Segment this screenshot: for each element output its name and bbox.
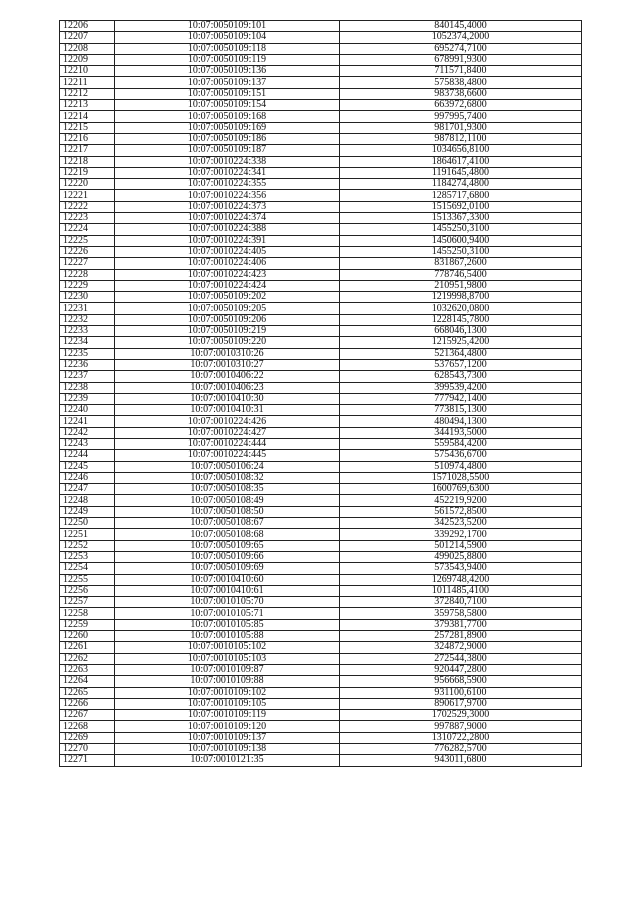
cadastral-value-cell: 257281,8900 bbox=[340, 631, 582, 642]
cadastral-value-cell: 981701,9300 bbox=[340, 122, 582, 133]
row-number-cell: 12263 bbox=[60, 664, 115, 675]
cadastral-number-cell: 10:07:0050109:104 bbox=[115, 32, 340, 43]
table-row bbox=[60, 179, 582, 190]
row-number-cell: 12227 bbox=[60, 258, 115, 269]
row-number-cell: 12244 bbox=[60, 450, 115, 461]
cadastral-number-cell: 10:07:0010109:88 bbox=[115, 676, 340, 687]
row-number-cell: 12245 bbox=[60, 461, 115, 472]
table-row bbox=[60, 246, 582, 257]
row-number-cell: 12241 bbox=[60, 416, 115, 427]
cadastral-value-cell: 559584,4200 bbox=[340, 438, 582, 449]
row-number-cell: 12220 bbox=[60, 179, 115, 190]
row-number-cell: 12270 bbox=[60, 744, 115, 755]
table-row bbox=[60, 597, 582, 608]
cadastral-number-cell: 10:07:0050106:24 bbox=[115, 461, 340, 472]
cadastral-number-cell: 10:07:0050109:119 bbox=[115, 54, 340, 65]
row-number-cell: 12206 bbox=[60, 21, 115, 32]
cadastral-number-cell: 10:07:0050109:219 bbox=[115, 326, 340, 337]
row-number-cell: 12213 bbox=[60, 100, 115, 111]
row-number-cell: 12253 bbox=[60, 551, 115, 562]
row-number-cell: 12247 bbox=[60, 484, 115, 495]
cadastral-number-cell: 10:07:0050109:154 bbox=[115, 100, 340, 111]
cadastral-number-cell: 10:07:0050109:137 bbox=[115, 77, 340, 88]
cadastral-number-cell: 10:07:0010109:87 bbox=[115, 664, 340, 675]
cadastral-value-cell: 1219998,8700 bbox=[340, 292, 582, 303]
cadastral-value-cell: 537657,1200 bbox=[340, 359, 582, 370]
cadastral-number-cell: 10:07:0050109:65 bbox=[115, 540, 340, 551]
cadastral-number-cell: 10:07:0010410:60 bbox=[115, 574, 340, 585]
cadastral-value-cell: 1600769,6300 bbox=[340, 484, 582, 495]
row-number-cell: 12226 bbox=[60, 246, 115, 257]
row-number-cell: 12265 bbox=[60, 687, 115, 698]
cadastral-value-cell: 561572,8500 bbox=[340, 506, 582, 517]
cadastral-value-cell: 1011485,4100 bbox=[340, 585, 582, 596]
row-number-cell: 12221 bbox=[60, 190, 115, 201]
cadastral-value-cell: 1228145,7800 bbox=[340, 314, 582, 325]
cadastral-value-cell: 339292,1700 bbox=[340, 529, 582, 540]
cadastral-value-cell: 1455250,3100 bbox=[340, 224, 582, 235]
row-number-cell: 12268 bbox=[60, 721, 115, 732]
row-number-cell: 12249 bbox=[60, 506, 115, 517]
row-number-cell: 12250 bbox=[60, 518, 115, 529]
cadastral-value-cell: 1032620,0800 bbox=[340, 303, 582, 314]
table-row bbox=[60, 631, 582, 642]
cadastral-value-cell: 776282,5700 bbox=[340, 744, 582, 755]
row-number-cell: 12215 bbox=[60, 122, 115, 133]
table-row bbox=[60, 111, 582, 122]
row-number-cell: 12239 bbox=[60, 393, 115, 404]
cadastral-number-cell: 10:07:0010105:85 bbox=[115, 619, 340, 630]
row-number-cell: 12264 bbox=[60, 676, 115, 687]
table-row bbox=[60, 122, 582, 133]
row-number-cell: 12230 bbox=[60, 292, 115, 303]
row-number-cell: 12269 bbox=[60, 732, 115, 743]
cadastral-value-cell: 1034656,8100 bbox=[340, 145, 582, 156]
table-row bbox=[60, 721, 582, 732]
row-number-cell: 12231 bbox=[60, 303, 115, 314]
cadastral-number-cell: 10:07:0010105:70 bbox=[115, 597, 340, 608]
cadastral-value-cell: 777942,1400 bbox=[340, 393, 582, 404]
cadastral-number-cell: 10:07:0050109:168 bbox=[115, 111, 340, 122]
cadastral-number-cell: 10:07:0010109:138 bbox=[115, 744, 340, 755]
cadastral-value-cell: 499025,8800 bbox=[340, 551, 582, 562]
cadastral-number-cell: 10:07:0050109:202 bbox=[115, 292, 340, 303]
cadastral-number-cell: 10:07:0010224:391 bbox=[115, 235, 340, 246]
row-number-cell: 12225 bbox=[60, 235, 115, 246]
table-row bbox=[60, 213, 582, 224]
cadastral-number-cell: 10:07:0050109:220 bbox=[115, 337, 340, 348]
cadastral-number-cell: 10:07:0010310:27 bbox=[115, 359, 340, 370]
table-row bbox=[60, 710, 582, 721]
row-number-cell: 12232 bbox=[60, 314, 115, 325]
row-number-cell: 12229 bbox=[60, 280, 115, 291]
cadastral-number-cell: 10:07:0050109:187 bbox=[115, 145, 340, 156]
table-row bbox=[60, 405, 582, 416]
cadastral-value-cell: 1184274,4800 bbox=[340, 179, 582, 190]
cadastral-number-cell: 10:07:0010224:341 bbox=[115, 167, 340, 178]
cadastral-number-cell: 10:07:0050108:49 bbox=[115, 495, 340, 506]
table-row bbox=[60, 653, 582, 664]
cadastral-value-cell: 359758,5800 bbox=[340, 608, 582, 619]
cadastral-value-cell: 379381,7700 bbox=[340, 619, 582, 630]
cadastral-number-cell: 10:07:0050109:169 bbox=[115, 122, 340, 133]
row-number-cell: 12214 bbox=[60, 111, 115, 122]
table-row bbox=[60, 416, 582, 427]
table-row bbox=[60, 574, 582, 585]
cadastral-value-cell: 628543,7300 bbox=[340, 371, 582, 382]
table-row bbox=[60, 258, 582, 269]
table-row bbox=[60, 506, 582, 517]
cadastral-value-cell: 1515692,0100 bbox=[340, 201, 582, 212]
row-number-cell: 12224 bbox=[60, 224, 115, 235]
cadastral-number-cell: 10:07:0010406:23 bbox=[115, 382, 340, 393]
table-row bbox=[60, 314, 582, 325]
table-row bbox=[60, 540, 582, 551]
cadastral-value-cell: 943011,6800 bbox=[340, 755, 582, 766]
row-number-cell: 12242 bbox=[60, 427, 115, 438]
cadastral-number-cell: 10:07:0010224:445 bbox=[115, 450, 340, 461]
row-number-cell: 12262 bbox=[60, 653, 115, 664]
table-row bbox=[60, 393, 582, 404]
cadastral-value-cell: 372840,7100 bbox=[340, 597, 582, 608]
row-number-cell: 12267 bbox=[60, 710, 115, 721]
cadastral-value-cell: 480494,1300 bbox=[340, 416, 582, 427]
cadastral-value-cell: 210951,9800 bbox=[340, 280, 582, 291]
row-number-cell: 12238 bbox=[60, 382, 115, 393]
table-row bbox=[60, 744, 582, 755]
cadastral-value-cell: 668046,1300 bbox=[340, 326, 582, 337]
cadastral-number-cell: 10:07:0010310:26 bbox=[115, 348, 340, 359]
cadastral-value-cell: 344193,5000 bbox=[340, 427, 582, 438]
cadastral-number-cell: 10:07:0050109:206 bbox=[115, 314, 340, 325]
table-row bbox=[60, 619, 582, 630]
row-number-cell: 12223 bbox=[60, 213, 115, 224]
cadastral-number-cell: 10:07:0050108:35 bbox=[115, 484, 340, 495]
table-row bbox=[60, 337, 582, 348]
table-row bbox=[60, 518, 582, 529]
table-row bbox=[60, 529, 582, 540]
cadastral-number-cell: 10:07:0050109:186 bbox=[115, 133, 340, 144]
row-number-cell: 12208 bbox=[60, 43, 115, 54]
cadastral-value-cell: 831867,2600 bbox=[340, 258, 582, 269]
row-number-cell: 12222 bbox=[60, 201, 115, 212]
row-number-cell: 12210 bbox=[60, 66, 115, 77]
cadastral-value-cell: 575838,4800 bbox=[340, 77, 582, 88]
table-row bbox=[60, 348, 582, 359]
cadastral-number-cell: 10:07:0050109:118 bbox=[115, 43, 340, 54]
row-number-cell: 12254 bbox=[60, 563, 115, 574]
table-row bbox=[60, 608, 582, 619]
table-row bbox=[60, 54, 582, 65]
cadastral-value-cell: 997887,9000 bbox=[340, 721, 582, 732]
table-row bbox=[60, 472, 582, 483]
cadastral-value-cell: 573543,9400 bbox=[340, 563, 582, 574]
table-row bbox=[60, 21, 582, 32]
row-number-cell: 12209 bbox=[60, 54, 115, 65]
row-number-cell: 12235 bbox=[60, 348, 115, 359]
cadastral-number-cell: 10:07:0010224:444 bbox=[115, 438, 340, 449]
table-row bbox=[60, 461, 582, 472]
cadastral-number-cell: 10:07:0010109:105 bbox=[115, 698, 340, 709]
cadastral-value-cell: 1269748,4200 bbox=[340, 574, 582, 585]
table-row bbox=[60, 687, 582, 698]
cadastral-number-cell: 10:07:0010105:88 bbox=[115, 631, 340, 642]
table-row bbox=[60, 382, 582, 393]
cadastral-value-cell: 342523,5200 bbox=[340, 518, 582, 529]
table-row bbox=[60, 732, 582, 743]
table-row bbox=[60, 133, 582, 144]
cadastral-value-cell: 1455250,3100 bbox=[340, 246, 582, 257]
cadastral-value-cell: 1285717,6800 bbox=[340, 190, 582, 201]
cadastral-value-table bbox=[59, 20, 582, 767]
cadastral-value-cell: 920447,2800 bbox=[340, 664, 582, 675]
table-row bbox=[60, 698, 582, 709]
cadastral-number-cell: 10:07:0050109:151 bbox=[115, 88, 340, 99]
table-row bbox=[60, 303, 582, 314]
table-row bbox=[60, 755, 582, 766]
cadastral-value-cell: 399539,4200 bbox=[340, 382, 582, 393]
table-row bbox=[60, 145, 582, 156]
row-number-cell: 12257 bbox=[60, 597, 115, 608]
row-number-cell: 12217 bbox=[60, 145, 115, 156]
table-row bbox=[60, 585, 582, 596]
cadastral-value-cell: 1513367,3300 bbox=[340, 213, 582, 224]
cadastral-value-cell: 1571028,5500 bbox=[340, 472, 582, 483]
row-number-cell: 12251 bbox=[60, 529, 115, 540]
cadastral-number-cell: 10:07:0010109:119 bbox=[115, 710, 340, 721]
table-row bbox=[60, 235, 582, 246]
table-row bbox=[60, 269, 582, 280]
cadastral-value-cell: 521364,4800 bbox=[340, 348, 582, 359]
table-row bbox=[60, 77, 582, 88]
table-row bbox=[60, 201, 582, 212]
table-row bbox=[60, 495, 582, 506]
row-number-cell: 12252 bbox=[60, 540, 115, 551]
row-number-cell: 12212 bbox=[60, 88, 115, 99]
row-number-cell: 12216 bbox=[60, 133, 115, 144]
cadastral-value-cell: 931100,6100 bbox=[340, 687, 582, 698]
cadastral-value-cell: 997995,7400 bbox=[340, 111, 582, 122]
row-number-cell: 12259 bbox=[60, 619, 115, 630]
cadastral-number-cell: 10:07:0010224:424 bbox=[115, 280, 340, 291]
table-row bbox=[60, 563, 582, 574]
cadastral-number-cell: 10:07:0050109:136 bbox=[115, 66, 340, 77]
table-row bbox=[60, 642, 582, 653]
cadastral-value-cell: 1310722,2800 bbox=[340, 732, 582, 743]
cadastral-value-cell: 1215925,4200 bbox=[340, 337, 582, 348]
cadastral-number-cell: 10:07:0010410:61 bbox=[115, 585, 340, 596]
cadastral-number-cell: 10:07:0010224:374 bbox=[115, 213, 340, 224]
cadastral-number-cell: 10:07:0010105:103 bbox=[115, 653, 340, 664]
cadastral-value-cell: 773815,1300 bbox=[340, 405, 582, 416]
cadastral-number-cell: 10:07:0010224:355 bbox=[115, 179, 340, 190]
row-number-cell: 12218 bbox=[60, 156, 115, 167]
table-row bbox=[60, 438, 582, 449]
cadastral-number-cell: 10:07:0010109:137 bbox=[115, 732, 340, 743]
cadastral-number-cell: 10:07:0050109:66 bbox=[115, 551, 340, 562]
table-row bbox=[60, 676, 582, 687]
table-row bbox=[60, 450, 582, 461]
row-number-cell: 12260 bbox=[60, 631, 115, 642]
table-row bbox=[60, 484, 582, 495]
table-row bbox=[60, 43, 582, 54]
table-body bbox=[60, 21, 582, 767]
table-row bbox=[60, 280, 582, 291]
row-number-cell: 12258 bbox=[60, 608, 115, 619]
row-number-cell: 12219 bbox=[60, 167, 115, 178]
cadastral-number-cell: 10:07:0050109:205 bbox=[115, 303, 340, 314]
cadastral-number-cell: 10:07:0010224:388 bbox=[115, 224, 340, 235]
cadastral-number-cell: 10:07:0010224:426 bbox=[115, 416, 340, 427]
row-number-cell: 12256 bbox=[60, 585, 115, 596]
cadastral-value-cell: 501214,5900 bbox=[340, 540, 582, 551]
table-row bbox=[60, 190, 582, 201]
table-row bbox=[60, 167, 582, 178]
cadastral-number-cell: 10:07:0050108:68 bbox=[115, 529, 340, 540]
row-number-cell: 12261 bbox=[60, 642, 115, 653]
cadastral-value-cell: 695274,7100 bbox=[340, 43, 582, 54]
cadastral-number-cell: 10:07:0010224:405 bbox=[115, 246, 340, 257]
cadastral-value-cell: 510974,4800 bbox=[340, 461, 582, 472]
table-row bbox=[60, 427, 582, 438]
cadastral-value-cell: 663972,6800 bbox=[340, 100, 582, 111]
table-row bbox=[60, 371, 582, 382]
cadastral-value-cell: 1191645,4800 bbox=[340, 167, 582, 178]
cadastral-number-cell: 10:07:0010121:35 bbox=[115, 755, 340, 766]
table-row bbox=[60, 326, 582, 337]
cadastral-number-cell: 10:07:0050109:101 bbox=[115, 21, 340, 32]
cadastral-number-cell: 10:07:0010105:71 bbox=[115, 608, 340, 619]
row-number-cell: 12211 bbox=[60, 77, 115, 88]
row-number-cell: 12207 bbox=[60, 32, 115, 43]
cadastral-value-cell: 272544,3800 bbox=[340, 653, 582, 664]
row-number-cell: 12228 bbox=[60, 269, 115, 280]
cadastral-value-cell: 956668,5900 bbox=[340, 676, 582, 687]
row-number-cell: 12246 bbox=[60, 472, 115, 483]
table-row bbox=[60, 292, 582, 303]
cadastral-number-cell: 10:07:0010224:356 bbox=[115, 190, 340, 201]
cadastral-number-cell: 10:07:0010406:22 bbox=[115, 371, 340, 382]
cadastral-number-cell: 10:07:0010109:120 bbox=[115, 721, 340, 732]
cadastral-value-cell: 678991,9300 bbox=[340, 54, 582, 65]
cadastral-number-cell: 10:07:0010410:31 bbox=[115, 405, 340, 416]
table-row bbox=[60, 100, 582, 111]
table-row bbox=[60, 156, 582, 167]
cadastral-number-cell: 10:07:0010224:427 bbox=[115, 427, 340, 438]
cadastral-value-cell: 452219,9200 bbox=[340, 495, 582, 506]
cadastral-number-cell: 10:07:0050108:50 bbox=[115, 506, 340, 517]
cadastral-number-cell: 10:07:0010109:102 bbox=[115, 687, 340, 698]
cadastral-value-cell: 1450600,9400 bbox=[340, 235, 582, 246]
cadastral-number-cell: 10:07:0050109:69 bbox=[115, 563, 340, 574]
row-number-cell: 12240 bbox=[60, 405, 115, 416]
cadastral-value-cell: 983738,6600 bbox=[340, 88, 582, 99]
row-number-cell: 12243 bbox=[60, 438, 115, 449]
table-row bbox=[60, 664, 582, 675]
cadastral-value-cell: 1702529,3000 bbox=[340, 710, 582, 721]
cadastral-value-cell: 1864617,4100 bbox=[340, 156, 582, 167]
cadastral-number-cell: 10:07:0010224:338 bbox=[115, 156, 340, 167]
cadastral-number-cell: 10:07:0010224:423 bbox=[115, 269, 340, 280]
table-row bbox=[60, 32, 582, 43]
cadastral-number-cell: 10:07:0010410:30 bbox=[115, 393, 340, 404]
cadastral-number-cell: 10:07:0010224:373 bbox=[115, 201, 340, 212]
row-number-cell: 12255 bbox=[60, 574, 115, 585]
cadastral-number-cell: 10:07:0010105:102 bbox=[115, 642, 340, 653]
row-number-cell: 12248 bbox=[60, 495, 115, 506]
row-number-cell: 12234 bbox=[60, 337, 115, 348]
cadastral-value-cell: 840145,4000 bbox=[340, 21, 582, 32]
table-row bbox=[60, 551, 582, 562]
row-number-cell: 12266 bbox=[60, 698, 115, 709]
table-row bbox=[60, 359, 582, 370]
table-row bbox=[60, 88, 582, 99]
cadastral-value-cell: 711571,8400 bbox=[340, 66, 582, 77]
cadastral-number-cell: 10:07:0050108:32 bbox=[115, 472, 340, 483]
cadastral-value-cell: 778746,5400 bbox=[340, 269, 582, 280]
table-row bbox=[60, 224, 582, 235]
cadastral-value-cell: 890617,9700 bbox=[340, 698, 582, 709]
cadastral-value-cell: 987812,1100 bbox=[340, 133, 582, 144]
row-number-cell: 12236 bbox=[60, 359, 115, 370]
table-row bbox=[60, 66, 582, 77]
cadastral-value-cell: 1052374,2000 bbox=[340, 32, 582, 43]
row-number-cell: 12237 bbox=[60, 371, 115, 382]
row-number-cell: 12271 bbox=[60, 755, 115, 766]
cadastral-number-cell: 10:07:0050108:67 bbox=[115, 518, 340, 529]
cadastral-number-cell: 10:07:0010224:406 bbox=[115, 258, 340, 269]
cadastral-value-cell: 575436,6700 bbox=[340, 450, 582, 461]
row-number-cell: 12233 bbox=[60, 326, 115, 337]
cadastral-value-cell: 324872,9000 bbox=[340, 642, 582, 653]
